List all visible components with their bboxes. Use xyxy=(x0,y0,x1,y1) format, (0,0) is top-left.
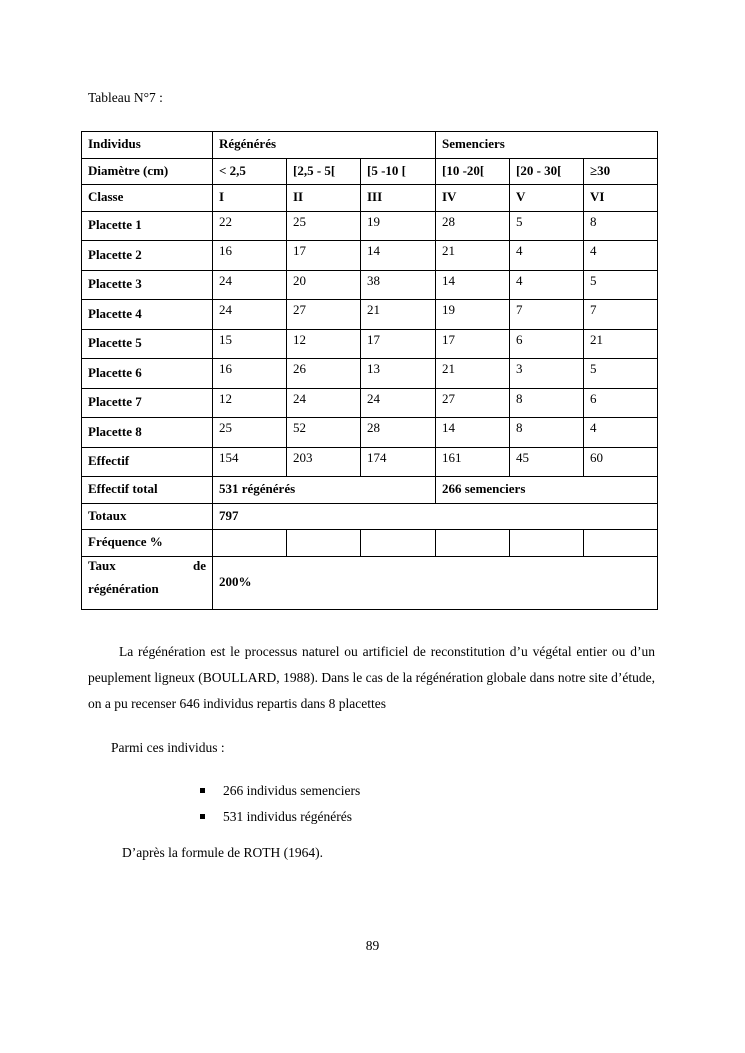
table-cell: 45 xyxy=(510,447,584,477)
list-item xyxy=(200,804,360,830)
row-label: Placette 1 xyxy=(82,211,213,241)
table-row xyxy=(82,359,658,389)
table-cell: 24 xyxy=(287,388,361,418)
square-bullet-icon xyxy=(200,814,205,819)
frequence-row xyxy=(82,530,658,557)
taux-word-1: Taux xyxy=(88,557,116,573)
table-cell: 203 xyxy=(287,447,361,477)
table-cell: 28 xyxy=(436,211,510,241)
table-cell: 21 xyxy=(436,359,510,389)
table-cell xyxy=(584,530,658,557)
header-individus: Individus xyxy=(82,132,213,159)
taux-line-2: régénération xyxy=(88,581,159,597)
taux-word-2: de xyxy=(193,557,206,573)
regeneration-table xyxy=(81,131,658,610)
table-cell: 6 xyxy=(584,388,658,418)
header-row xyxy=(82,132,658,159)
table-cell: 12 xyxy=(213,388,287,418)
bullet-list xyxy=(200,778,360,830)
table-cell: 21 xyxy=(584,329,658,359)
table-cell: 5 xyxy=(584,359,658,389)
class-row xyxy=(82,185,658,212)
table-row xyxy=(82,329,658,359)
bullet-text: 266 individus semenciers xyxy=(223,783,361,798)
table-cell: 14 xyxy=(436,418,510,448)
table-cell: 174 xyxy=(361,447,436,477)
table-cell: 26 xyxy=(287,359,361,389)
table-cell: 8 xyxy=(510,388,584,418)
totaux-value: 797 xyxy=(213,503,658,530)
table-cell: 14 xyxy=(361,241,436,271)
table-row xyxy=(82,270,658,300)
square-bullet-icon xyxy=(200,788,205,793)
table-cell: [2,5 - 5[ xyxy=(287,158,361,185)
table-cell: I xyxy=(213,185,287,212)
table-cell: 154 xyxy=(213,447,287,477)
table-cell: 5 xyxy=(510,211,584,241)
table-cell: ≥30 xyxy=(584,158,658,185)
table-row xyxy=(82,418,658,448)
table-cell: 27 xyxy=(436,388,510,418)
row-label: Placette 8 xyxy=(82,418,213,448)
table-cell: [10 -20[ xyxy=(436,158,510,185)
table-cell: 4 xyxy=(584,418,658,448)
table-cell: 24 xyxy=(213,270,287,300)
table-cell: 21 xyxy=(436,241,510,271)
table-cell: 22 xyxy=(213,211,287,241)
table-cell: 12 xyxy=(287,329,361,359)
table-cell: 52 xyxy=(287,418,361,448)
row-label: Effectif xyxy=(82,447,213,477)
table-cell: 14 xyxy=(436,270,510,300)
row-label: Placette 5 xyxy=(82,329,213,359)
table-cell xyxy=(436,530,510,557)
table-cell: 17 xyxy=(287,241,361,271)
table-cell: 5 xyxy=(584,270,658,300)
table-cell xyxy=(287,530,361,557)
row-label: Placette 4 xyxy=(82,300,213,330)
table-cell: 15 xyxy=(213,329,287,359)
table-cell: 17 xyxy=(361,329,436,359)
paragraph-regeneration xyxy=(88,639,655,717)
table-cell: [5 -10 [ xyxy=(361,158,436,185)
table-cell xyxy=(361,530,436,557)
paragraph-individus: Parmi ces individus : xyxy=(111,740,225,755)
effectif-row xyxy=(82,447,658,477)
table-cell: III xyxy=(361,185,436,212)
table-cell: V xyxy=(510,185,584,212)
table-cell: 60 xyxy=(584,447,658,477)
paragraph-1-text: La régénération est le processus naturel ou artificiel de reconstitution d’u végétal entier ou d’un peuplement ligneux (BOULLARD, 1988). Dans le cas de la régénération globale dans notre site d’étude, on a pu recenser 646 individus repartis dans 8 placettes xyxy=(88,644,655,711)
table-cell: 25 xyxy=(213,418,287,448)
table-caption: Tableau N°7 : xyxy=(88,90,163,105)
totaux-row xyxy=(82,503,658,530)
table-cell: 16 xyxy=(213,359,287,389)
list-item xyxy=(200,778,360,804)
row-label: Classe xyxy=(82,185,213,212)
effectif-total-regen: 531 régénérés xyxy=(213,477,436,504)
taux-row xyxy=(82,556,658,609)
bullet-text: 531 individus régénérés xyxy=(223,809,352,824)
table-row xyxy=(82,241,658,271)
page-number: 89 xyxy=(365,938,380,953)
table-cell: 24 xyxy=(213,300,287,330)
table-cell: 7 xyxy=(584,300,658,330)
table-cell: 19 xyxy=(436,300,510,330)
plot-rows xyxy=(82,211,658,447)
table-cell: II xyxy=(287,185,361,212)
row-label: Diamètre (cm) xyxy=(82,158,213,185)
table-cell: 3 xyxy=(510,359,584,389)
row-label: Placette 2 xyxy=(82,241,213,271)
table-cell: 8 xyxy=(510,418,584,448)
table-cell: 38 xyxy=(361,270,436,300)
row-label: Placette 7 xyxy=(82,388,213,418)
table-cell: 4 xyxy=(584,241,658,271)
table-cell: 21 xyxy=(361,300,436,330)
table-cell: VI xyxy=(584,185,658,212)
diameter-row xyxy=(82,158,658,185)
row-label: Effectif total xyxy=(82,477,213,504)
table-cell: 24 xyxy=(361,388,436,418)
table-cell xyxy=(213,530,287,557)
table-row xyxy=(82,388,658,418)
effectif-total-semen: 266 semenciers xyxy=(436,477,658,504)
table-cell: 4 xyxy=(510,241,584,271)
row-label: Placette 6 xyxy=(82,359,213,389)
table-cell: 8 xyxy=(584,211,658,241)
table-cell: < 2,5 xyxy=(213,158,287,185)
table-cell: 20 xyxy=(287,270,361,300)
table-cell: 25 xyxy=(287,211,361,241)
header-regeneres: Régénérés xyxy=(213,132,436,159)
table-cell: 7 xyxy=(510,300,584,330)
table-cell: 13 xyxy=(361,359,436,389)
table-cell xyxy=(510,530,584,557)
row-label: Fréquence % xyxy=(82,530,213,557)
table-row xyxy=(82,211,658,241)
table-cell: IV xyxy=(436,185,510,212)
table-cell: 4 xyxy=(510,270,584,300)
table-cell: 6 xyxy=(510,329,584,359)
paragraph-roth: D’après la formule de ROTH (1964). xyxy=(122,845,323,860)
row-label: Placette 3 xyxy=(82,270,213,300)
effectif-total-row xyxy=(82,477,658,504)
table-cell: 19 xyxy=(361,211,436,241)
table-cell: [20 - 30[ xyxy=(510,158,584,185)
table-cell: 28 xyxy=(361,418,436,448)
taux-value: 200% xyxy=(213,556,658,609)
table-cell: 16 xyxy=(213,241,287,271)
table-cell: 17 xyxy=(436,329,510,359)
table-cell: 27 xyxy=(287,300,361,330)
table-cell: 161 xyxy=(436,447,510,477)
header-semenciers: Semenciers xyxy=(436,132,658,159)
table-row xyxy=(82,300,658,330)
taux-label xyxy=(82,556,213,609)
row-label: Totaux xyxy=(82,503,213,530)
